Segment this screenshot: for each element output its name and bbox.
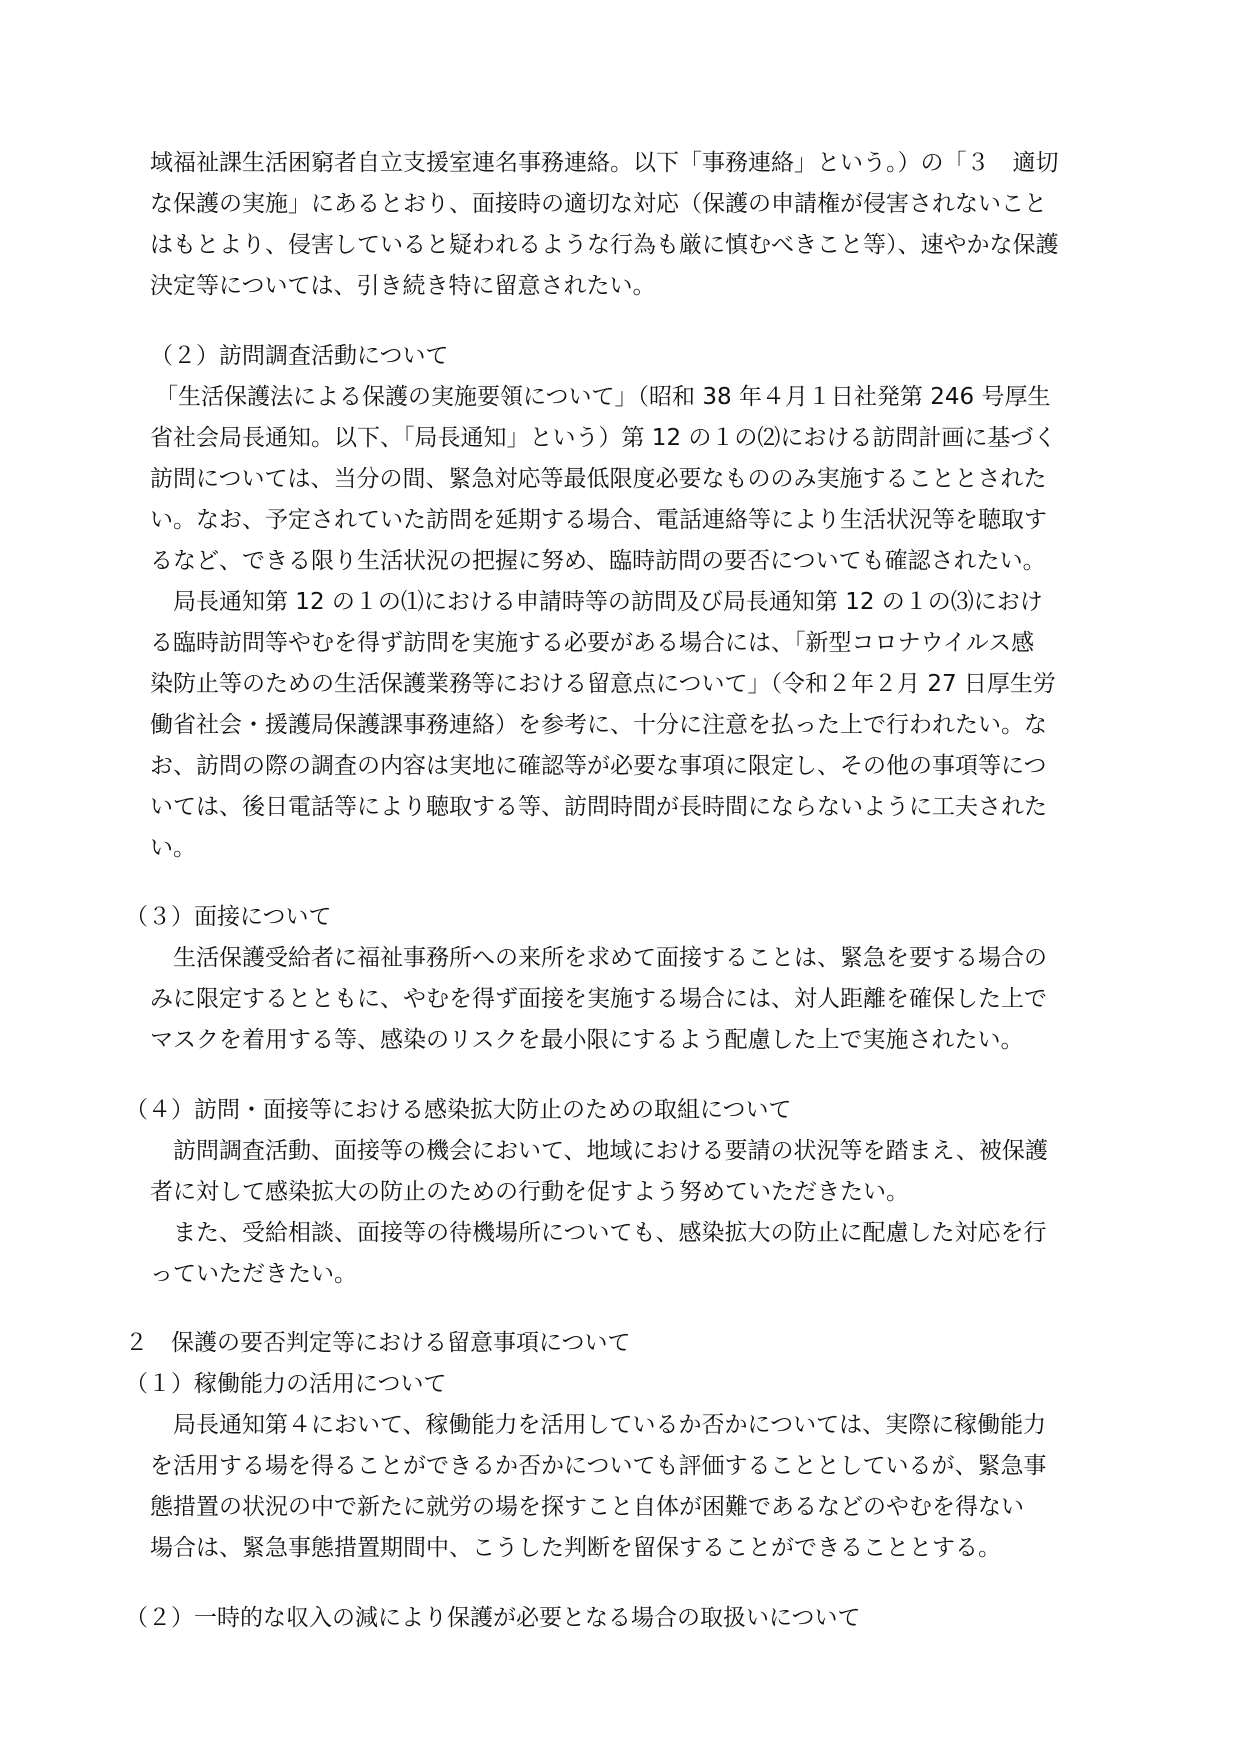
text-line: るなど、できる限り生活状況の把握に努め、臨時訪問の要否についても確認されたい。	[150, 548, 1046, 574]
text-line: 場合は、緊急事態措置期間中、こうした判断を留保することができることとする。	[150, 1535, 1001, 1561]
text-line: 「生活保護法による保護の実施要領について」（昭和 38 年４月１日社発第 246 号厚生	[155, 384, 1051, 410]
text-line: な保護の実施」にあるとおり、面接時の適切な対応（保護の申請権が侵害されないこと	[150, 191, 1047, 217]
text-line: はもとより、侵害していると疑われるような行為も厳に慎むべきこと等）、速やかな保護	[150, 232, 1059, 258]
text-line: いては、後日電話等により聴取する等、訪問時間が長時間にならないように工夫された	[150, 794, 1047, 820]
text-line: 者に対して感染拡大の防止のための行動を促すよう努めていただきたい。	[150, 1179, 909, 1205]
section-heading: （１）稼働能力の活用について	[125, 1371, 447, 1397]
text-line: 訪問については、当分の間、緊急対応等最低限度必要なもののみ実施することとされた	[150, 466, 1047, 492]
section-heading: （３）面接について	[125, 904, 332, 930]
text-line: 省社会局長通知。以下、「局長通知」という）第 12 の１の⑵における訪問計画に基づく	[150, 425, 1057, 451]
text-line: 生活保護受給者に福祉事務所への来所を求めて面接することは、緊急を要する場合の	[173, 945, 1047, 971]
text-line: い。	[150, 835, 196, 861]
text-line: 態措置の状況の中で新たに就労の場を探すこと自体が困難であるなどのやむを得ない	[150, 1494, 1024, 1520]
text-line: 決定等については、引き続き特に留意されたい。	[150, 273, 656, 299]
section-heading: （４）訪問・面接等における感染拡大防止のための取組について	[125, 1097, 792, 1123]
text-line: る臨時訪問等やむを得ず訪問を実施する必要がある場合には、「新型コロナウイルス感	[150, 630, 1035, 656]
section-heading: （２）訪問調査活動について	[150, 343, 449, 369]
text-line: い。なお、予定されていた訪問を延期する場合、電話連絡等により生活状況等を聴取す	[150, 507, 1047, 533]
text-line: っていただきたい。	[150, 1261, 357, 1287]
text-line: マスクを着用する等、感染のリスクを最小限にするよう配慮した上で実施されたい。	[150, 1027, 1024, 1053]
text-line: 局長通知第 12 の１の⑴における申請時等の訪問及び局長通知第 12 の１の⑶におけ	[173, 589, 1043, 615]
text-line: 域福祉課生活困窮者自立支援室連名事務連絡。以下「事務連絡」という。）の「３ 適切	[150, 150, 1059, 176]
text-line: 働省社会・援護局保護課事務連絡）を参考に、十分に注意を払った上で行われたい。な	[150, 712, 1047, 738]
text-line: また、受給相談、面接等の待機場所についても、感染拡大の防止に配慮した対応を行	[173, 1220, 1047, 1246]
section-heading: （２）一時的な収入の減により保護が必要となる場合の取扱いについて	[125, 1605, 861, 1631]
text-line: 局長通知第４において、稼働能力を活用しているか否かについては、実際に稼働能力	[173, 1412, 1047, 1438]
text-line: 染防止等のための生活保護業務等における留意点について」（令和２年２月 27 日厚生労	[150, 671, 1056, 697]
text-line: お、訪問の際の調査の内容は実地に確認等が必要な事項に限定し、その他の事項等につ	[150, 753, 1047, 779]
chapter-heading: ２ 保護の要否判定等における留意事項について	[125, 1330, 631, 1356]
text-line: みに限定するとともに、やむを得ず面接を実施する場合には、対人距離を確保した上で	[150, 986, 1047, 1012]
text-line: 訪問調査活動、面接等の機会において、地域における要請の状況等を踏まえ、被保護	[173, 1138, 1048, 1164]
text-line: を活用する場を得ることができるか否かについても評価することとしているが、緊急事	[150, 1453, 1047, 1479]
